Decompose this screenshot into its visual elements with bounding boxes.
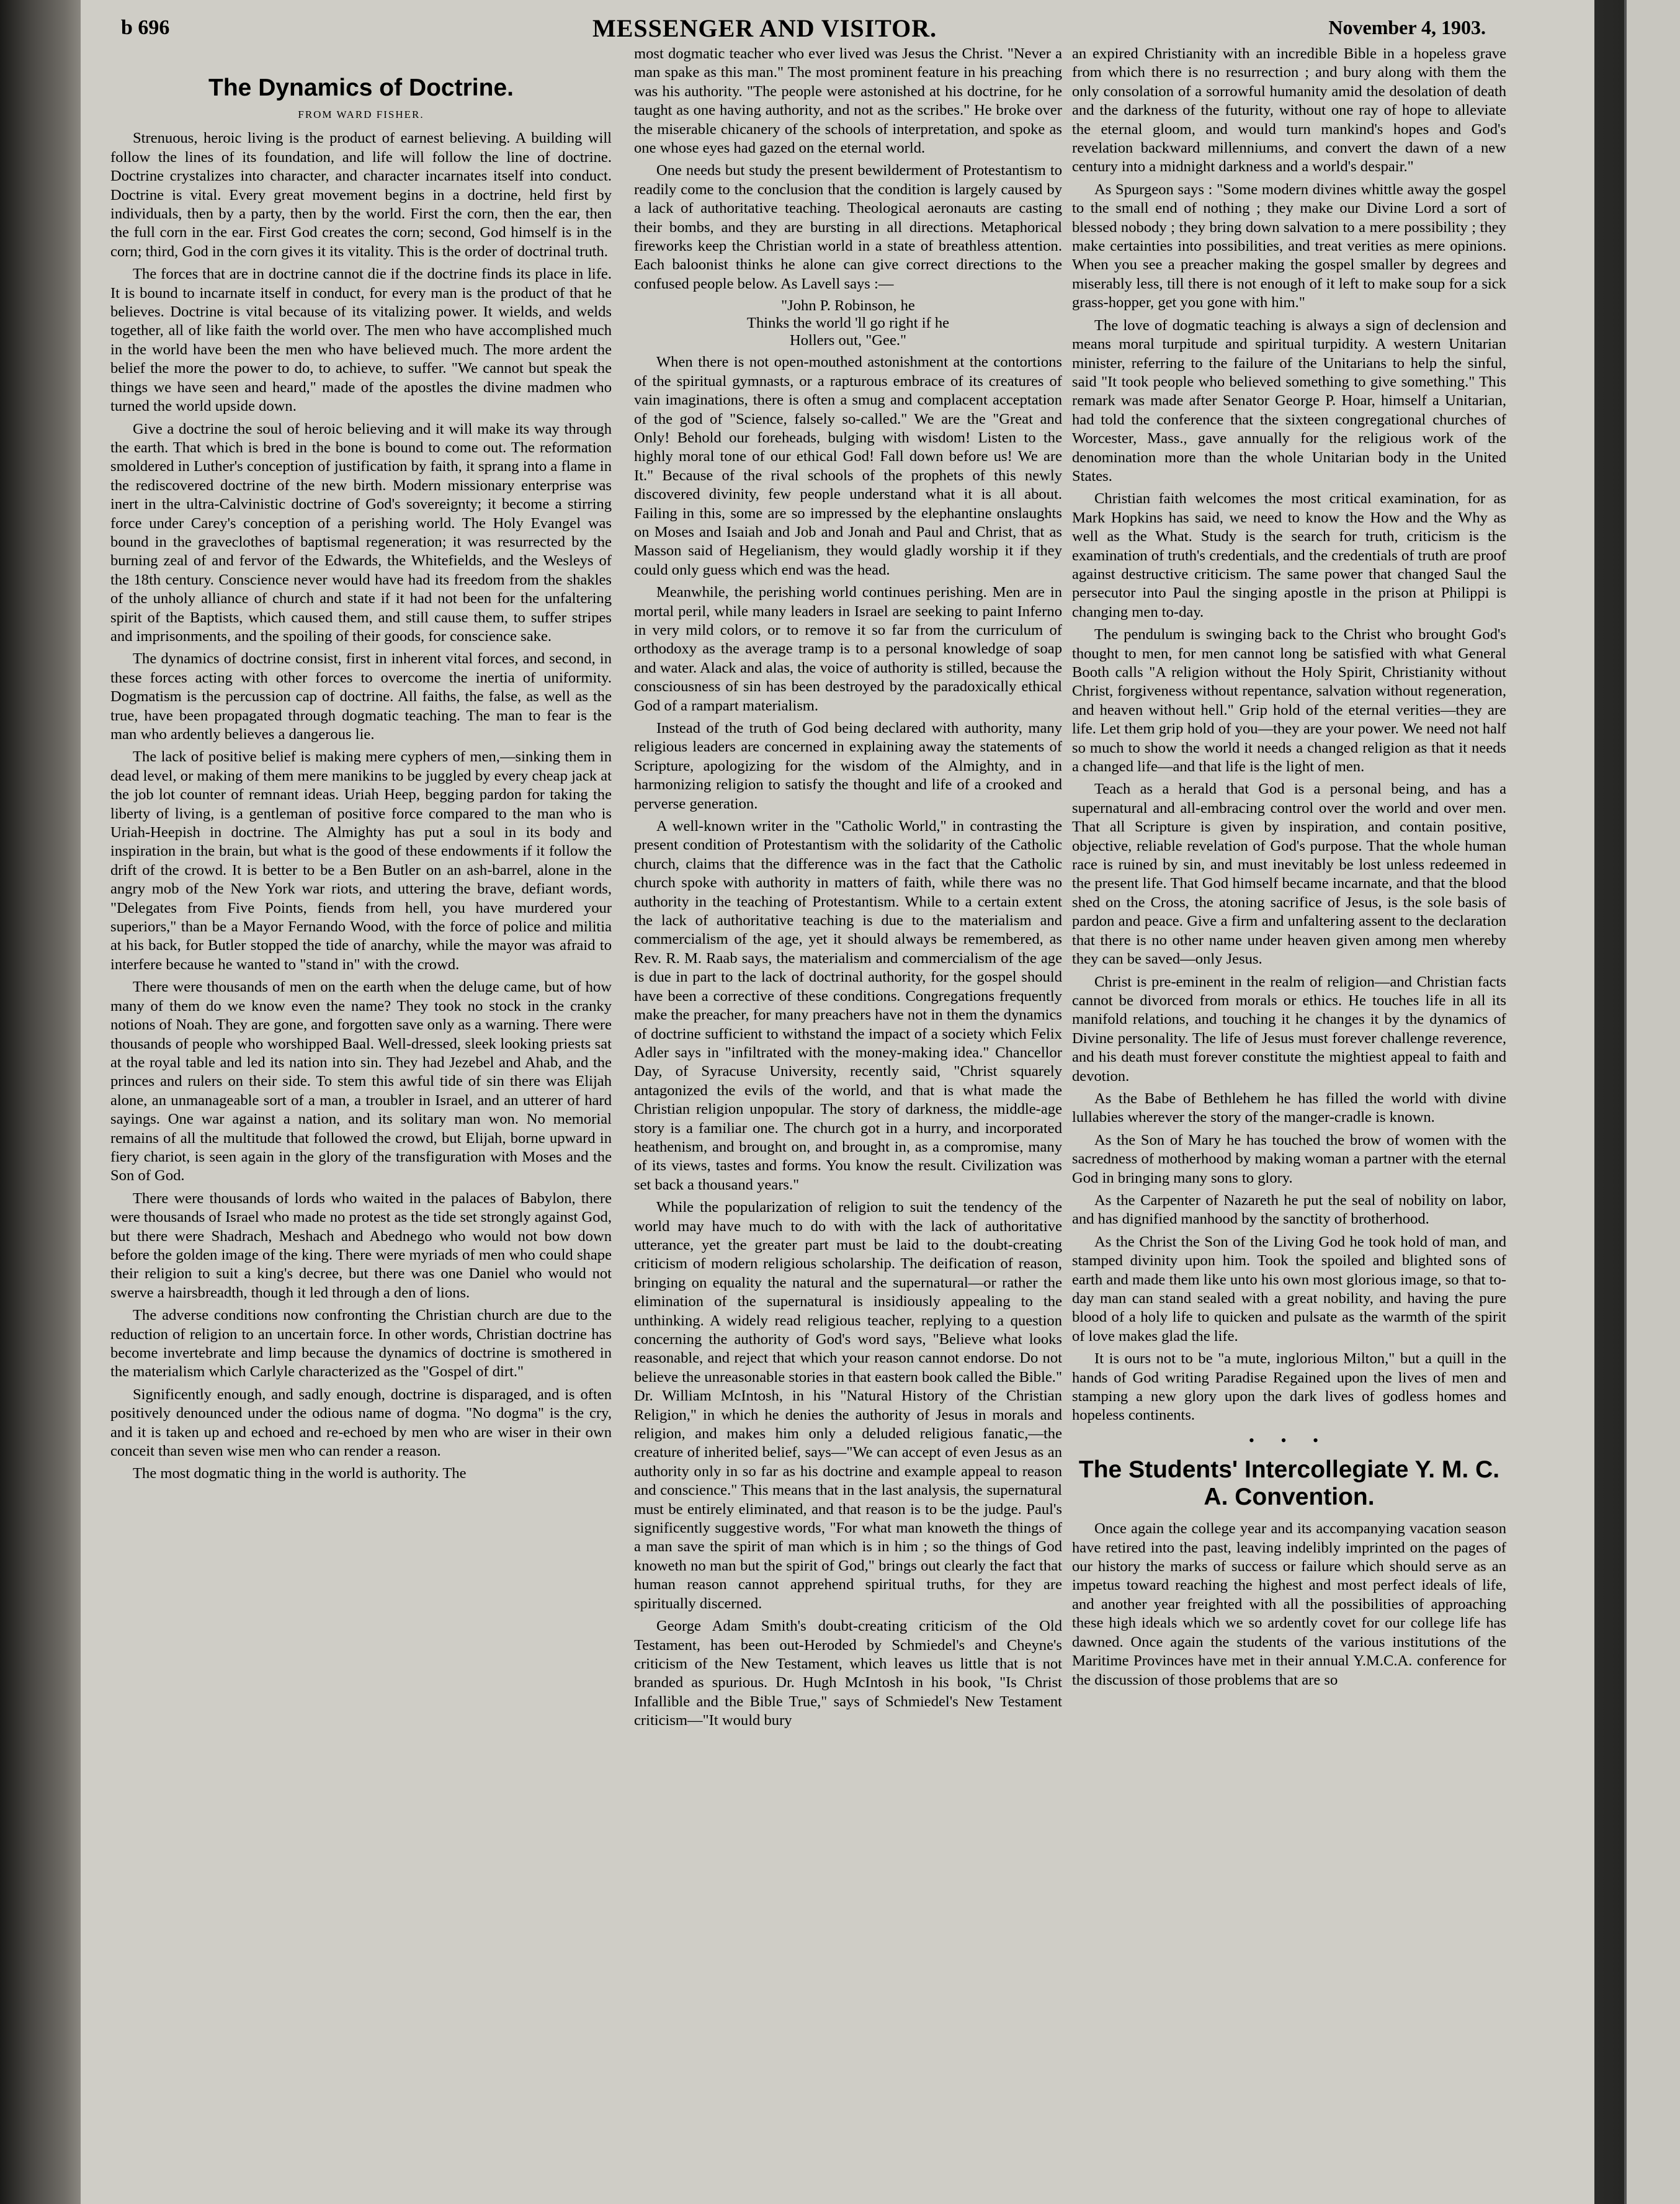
article-paragraph: Meanwhile, the perishing world continues perishing. Men are in mortal peril, while many leaders in Israel are seeking to paint Inferno in very mild colors, or to remove it so far from the curriculum of orthodoxy as the average tramp is to a personal knowledge of soap and water. Alack and alas, the voice of authority is stilled, because the consciousness of sin has been destroyed by the paradoxically ethical God of a rampart materialism. <box>634 584 1062 714</box>
article-paragraph: The dynamics of doctrine consist, first in inherent vital forces, and second, in these forces acting with other forces to overcome the inertia of uniformity. Dogmatism is the percussion cap of doctrine. All faiths, the false, as well as the true, have been propagated through dogmatic teaching. The man to fear is the man who ardently believes a dangerous lie. <box>110 650 612 743</box>
article-paragraph: George Adam Smith's doubt-creating criticism of the Old Testament, has been out-Heroded by Schmiedel's and Cheyne's criticism of the New Testament, which leaves us little that is not branded as spurious. Dr. Hugh McIntosh in his book, "Is Christ Infallible and the Bible True," says of Schmiedel's New Testament criticism—"It would bury <box>634 1618 1062 1729</box>
scan-left-edge <box>0 0 81 2204</box>
article-paragraph: As the Christ the Son of the Living God he took hold of man, and stamped divinity upon him. Took the spoiled and blighted sons of earth and made them like unto his own most glorious image, so that to-day man can stand sealed with a great nobility, and having the pure blood of a holy life to quicken and pulsate as the warmth of the spirit of love makes glad the life. <box>1072 1233 1506 1345</box>
column-2-body-top <box>634 45 1062 293</box>
article-paragraph: The most dogmatic thing in the world is authority. The <box>133 1465 467 1482</box>
column-3-body <box>1072 45 1506 1425</box>
article-paragraph: most dogmatic teacher who ever lived was Jesus the Christ. "Never a man spake as this man." The most prominent feature in his preaching was his authority. "The people were astonished at his doctrine, for he taught as one having authority, and not as the scribes." He broke over the miserable chicanery of the schools of interpretation, and spoke as one whose eyes had gazed on the eternal world. <box>634 45 1062 157</box>
article-paragraph: One needs but study the present bewilderment of Protestantism to readily come to the conclusion that the condition is largely caused by a lack of authoritative teaching. Theological aeronauts are casting their bombs, and they are bursting in all directions. Metaphorical fireworks keep the Christian world in a state of breathless attention. Each baloonist thinks he alone can give correct directions to the confused people below. As Lavell says :— <box>634 162 1062 292</box>
article-paragraph: The adverse conditions now confronting the Christian church are due to the reduction of religion to an uncertain force. In other words, Christian doctrine has become invertebrate and limp because the dynamics of doctrine is smothered in the materialism which Carlyle characterized as the "Gospel of dirt." <box>110 1307 612 1381</box>
newspaper-name: MESSENGER AND VISITOR. <box>592 14 937 42</box>
verse-line: "John P. Robinson, he <box>781 297 915 315</box>
column-2-body-bottom <box>634 353 1062 1730</box>
article-paragraph: It is ours not to be "a mute, inglorious Milton," but a quill in the hands of God writing Paradise Regained upon the lives of men and stamping a new glory upon the dark lives of godless homes and hopeless continents. <box>1072 1350 1506 1424</box>
section-divider: • • • <box>1248 1431 1330 1449</box>
article-paragraph: Christian faith welcomes the most critical examination, for as Mark Hopkins has said, we need to know the How and the Why as well as the What. Study is the search for truth, criticism is the examination of truth's credentials, and the credentials of truth are proof against destructive criticism. The same power that changed Saul the persecutor into Paul the singing apostle in the prison at Philippi is changing men to-day. <box>1072 490 1506 620</box>
article-paragraph: The love of dogmatic teaching is always a sign of declension and means moral turpitude and spiritual turpidity. A western Unitarian minister, referring to the failure of the Unitarians to help the sinful, said "It took people who believed something to give something." This remark was made after Senator George P. Hoar, himself a Unitarian, had told the conference that the sixteen congregational churches of Worcester, Mass., gave annually for the religious work of the denomination more than the whole Unitarian body in the United States. <box>1072 316 1506 485</box>
verse-line: Hollers out, "Gee." <box>789 332 907 349</box>
second-article-body <box>1072 1520 1506 1690</box>
article-paragraph: Christ is pre-eminent in the realm of religion—and Christian facts cannot be divorced from morals or ethics. He touches life in all its manifold relations, and touching it he changes it by the dynamics of Divine personality. The life of Jesus must forever challenge reverence, and his death must forever constitute the mightiest appeal to faith and devotion. <box>1072 973 1506 1085</box>
article-paragraph: The lack of positive belief is making mere cyphers of men,—sinking them in dead level, or making of them mere manikins to be juggled by every cheap jack at the job lot counter of remnant ideas. Uriah Heep, begging pardon for taking the liberty of living, is a gentleman of positive force compared to the man who is Uriah-Heepish in doctrine. The Almighty has put a soul in its body and inspiration in the brain, but what is the good of these endowments if it follow the drift of the crowd. It is better to be a Ben Butler on an ash-barrel, alone in the angry mob of the New York war riots, and uttering the brave, defiant words, "Delegates from Five Points, fiends from hell, you have murdered your superiors," than be a Mayor Fernando Wood, with the force of police and militia at his back, for Butler stopped the tide of anarchy, while the mayor was afraid to interfere because he wanted to "stand in" with the crowd. <box>110 748 612 973</box>
article-paragraph: As the Son of Mary he has touched the brow of women with the sacredness of motherhood by making woman a partner with the eternal God in bringing many sons to glory. <box>1072 1131 1506 1186</box>
article-paragraph: While the popularization of religion to suit the tendency of the world may have much to do with with the lack of authoritative utterance, yet the greater part must be laid to the doubt-creating criticism of modern religious scholarship. The deification of reason, bringing on equality the natural and the supernatural—or rather the elimination of the supernatural is insidiously appealing to the unthinking. A widely read religious teacher, replying to a question concerning the authority of God's word says, "Believe what looks reasonable, and reject that which your reason cannot endorse. Do not believe the unreasonable stories in that eastern book called the Bible." Dr. William McIntosh, in his "Natural History of the Christian Religion," in which he denies the authority of Jesus in morals and religion, and makes him only a deluded religious fanatic,—the creature of inherited belief, says—"We can accept of even Jesus as an authority only in so far as his doctrine and example appeal to reason and conscience." This means that in the last analysis, the supernatural must be entirely eliminated, and that reason is to be the judge. Paul's significently suggestive words, "For what man knoweth the things of a man save the spirit of man which is in him ; so the things of God knoweth no man but the spirit of God," brings out clearly the fact that human reason cannot apprehend spiritual truths, for they are spiritually discerned. <box>634 1199 1062 1612</box>
article-paragraph: A well-known writer in the "Catholic World," in contrasting the present condition of Protestantism with the solidarity of the Catholic church, claims that the difference was in the fact that the Catholic church spoke with authority in matters of faith, while there was no authority in the teaching of Protestantism. While to a certain extent the lack of authoritative teaching is due to the materialism and commercialism of the age, yet it should always be remembered, as Rev. R. M. Raab says, the materialism and commercialism of the age is due in part to the lack of doctrinal authority, for the gospel should have been a corrective of these conditions. Congregations frequently make the preacher, for many preachers have not in them the dynamics of doctrine sufficient to withstand the impact of a society which Felix Adler says in "infiltrated with the money-making idea." Chancellor Day, of Syracuse University, recently said, "Christ squarely antagonized the evils of the world, and that is what made the Christian religion unpopular. The story of darkness, the middle-age story is a familiar one. The church got in a hurry, and incorporated heathenism, and brought on, and brought in, as a compromise, many of its views, tastes and forms. You know the result. Civilization was set back a thousand years." <box>634 818 1062 1193</box>
column-1-body <box>110 129 612 1483</box>
article-paragraph: Instead of the truth of God being declared with authority, many religious leaders are concerned in explaining away the statements of Scripture, apologizing for the wisdom of the Almighty, and in harmonizing religion to satisfy the thought and life of a crooked and perverse generation. <box>634 720 1062 812</box>
column-1 <box>110 45 612 1487</box>
article-paragraph: The pendulum is swinging back to the Christ who brought God's thought to men, for men cannot long be satisfied with what General Booth calls "A religion without the Holy Spirit, Christianity without Christ, forgiveness without repentance, salvation without regeneration, and heaven without hell." Grip hold of the eternal verities—they are life. Let them grip hold of you—they are your power. We need not half so much to show the world it needs a changed religion as that it needs a changed life—and that life is the light of men. <box>1072 626 1506 776</box>
quoted-verse <box>634 297 1062 349</box>
article-paragraph: There were thousands of lords who waited in the palaces of Babylon, there were thousands of Israel who made no protest as the tide set strongly against God, but there were Shadrach, Meshach and Abednego who would not bow down before the golden image of the king. There were myriads of men who could shape their religion to suit a king's decree, but there was one Daniel who would not swerve a hairsbreadth, though it led through a den of lions. <box>110 1189 612 1301</box>
article-paragraph: Once again the college year and its accompanying vacation season have retired into the past, leaving indelibly imprinted on the pages of our history the marks of success or failure which should serve as an impetus toward reaching the highest and most perfect ideals of life, and another year freighted with all the possibilities of approaching these high ideals which we so ardently covet for our college life has dawned. Once again the students of the various institutions of the Maritime Provinces have met in their annual Y.M.C.A. conference for the discussion of those problems that are so <box>1072 1520 1506 1688</box>
verse-line: Thinks the world 'll go right if he <box>746 315 950 332</box>
article-title: The Dynamics of Doctrine. <box>208 74 514 101</box>
article-paragraph: There were thousands of men on the earth when the deluge came, but of how many of them do we know even the name? They took no stock in the cranky notions of Noah. They are gone, and forgotten save only as a warning. There were thousands of people who worshipped Baal. Well-dressed, sleek looking priests sat at the royal table and led its nation into sin. They had Jezebel and Ahab, and the princes and rulers on their side. To stem this awful tide of sin there was Elijah alone, an unmanageable sort of a man, a troubler in Israel, and an utterer of hard sayings. One war against a nation, and its solitary man won. No memorial remains of all the multitude that followed the crowd, but Elijah, borne upward in fiery chariot, is seen again in the glory of the transfiguration with Moses and the Son of God. <box>110 979 612 1185</box>
article-paragraph: an expired Christianity with an incredible Bible in a hopeless grave from which there is no resurrection ; and bury along with them the only consolation of a sorrowful humanity amid the desolation of death and the darkness of the futurity, without one ray of hope to alleviate the eternal gloom, and would turn mankind's hopes and God's revelation backward millenniums, and convert the dawn of a new century into a midnight darkness and a world's despair." <box>1072 45 1506 176</box>
article-paragraph: As Spurgeon says : "Some modern divines whittle away the gospel to the small end of nothing ; they make our Divine Lord a sort of blessed nobody ; they bring down salvation to a mere possibility ; they make certainties into possibilities, and treat verities as mere opinions. When you see a preacher making the gospel smaller by degrees and miserably less, till there is not enough of it left to make soup for a sick grass-hopper, get you gone with him." <box>1072 181 1506 311</box>
masthead <box>121 14 1486 45</box>
adjacent-page-edge <box>1624 0 1680 2204</box>
page-number: b 696 <box>121 16 170 39</box>
article-paragraph: The forces that are in doctrine cannot die if the doctrine finds its place in life. It is bound to incarnate itself in conduct, for every man is the product of that he believes. Doctrine is vital because of its vitalizing power. It wields, and welds together, all of like faith the world over. The men who have accomplished much in the world have been the men who have believed much. The more ardent the belief the more the power to do, to achieve, to suffer. "We cannot but speak the things we have seen and heard," made of the apostles the divine madmen who turned the world upside down. <box>110 266 612 415</box>
article-paragraph: As the Carpenter of Nazareth he put the seal of nobility on labor, and has dignified manhood by the sanctity of brotherhood. <box>1072 1191 1506 1228</box>
article-byline: FROM WARD FISHER. <box>298 109 424 120</box>
second-article-title: The Students' Intercollegiate Y. M. C. A. Convention. <box>1078 1456 1500 1511</box>
article-paragraph: Teach as a herald that God is a personal being, and has a supernatural and all-embracing control over the world and over men. That all Scripture is given by inspiration, and contain positive, objective, reliable revelation of God's purpose. That the whole human race is ruined by sin, and must inevitably be lost unless redeemed in the present life. That God himself became incarnate, and that the blood shed on the Cross, the atoning sacrifice of Jesus, is the sole basis of pardon and peace. Give a firm and unfaltering assent to the declaration that there is no other name under heaven given among men whereby they can be saved—only Jesus. <box>1072 781 1506 968</box>
issue-date: November 4, 1903. <box>1328 16 1486 38</box>
article-paragraph: Strenuous, heroic living is the product of earnest believing. A building will follow the lines of its foundation, and life will follow the line of doctrine. Doctrine crystalizes into character, and character incarnates itself into conduct. Doctrine is vital. Every great movement begins in a doctrine, held first by individuals, then by a party, then by the world. First the corn, then the ear, then the full corn in the ear. First God creates the corn; second, God himself is in the corn; third, God in the corn gives it its vitality. This is the order of doctrinal truth. <box>110 130 612 260</box>
article-paragraph: Give a doctrine the soul of heroic believing and it will make its way through the earth. That which is bred in the bone is bound to come out. The reformation smoldered in Luther's conception of justification by faith, it sprang into a flame in the rediscovered doctrine of the new birth. Modern missionary enterprise was inert in the ultra-Calvinistic doctrine of God's sovereignty; it become a stirring force under Carey's conception of a perishing world. The Holy Evangel was bound in the graveclothes of baptismal regeneration; it was resurrected by the burning zeal of and fervor of the Edwards, the Whitefields, and the Wesleys of the 18th century. Conscience never would have had its freedom from the shakles of the unholy alliance of church and state if it had not been for the unfaltering spirit of the Baptists, which caused them, and still cause them, to suffer stripes and imprisonments, and the spoiling of their goods, for conscience sake. <box>110 420 612 645</box>
column-2 <box>634 45 1062 1734</box>
article-paragraph: Significently enough, and sadly enough, doctrine is disparaged, and is often positively denounced under the odious name of dogma. "No dogma" is the cry, and it is taken up and echoed and re-echoed by men who are wiser in their own conceit than seven wise men who can render a reason. <box>110 1386 612 1460</box>
article-paragraph: When there is not open-mouthed astonishment at the contortions of the spiritual gymnasts, or a rapturous embrace of its creatures of vain imaginations, there is often a smug and complacent acceptation of the god of "Science, falsely so-called." We are the "Great and Only! Behold our foreheads, bulging with wisdom! Listen to the highly moral tone of our ethical God! Fall down before us! We are It." Because of the rival schools of the prophets of this newly discovered divinity, few people understand what it is all about. Failing in this, some are so impressed by the elephantine onslaughts on Moses and Isaiah and Job and Jonah and Paul and Christ, that as Masson said of Hegelianism, they would gladly worship it if they could only guess which end was the head. <box>634 354 1062 578</box>
column-3 <box>1072 45 1506 1693</box>
article-paragraph: As the Babe of Bethlehem he has filled the world with divine lullabies wherever the story of the manger-cradle is known. <box>1072 1090 1506 1126</box>
